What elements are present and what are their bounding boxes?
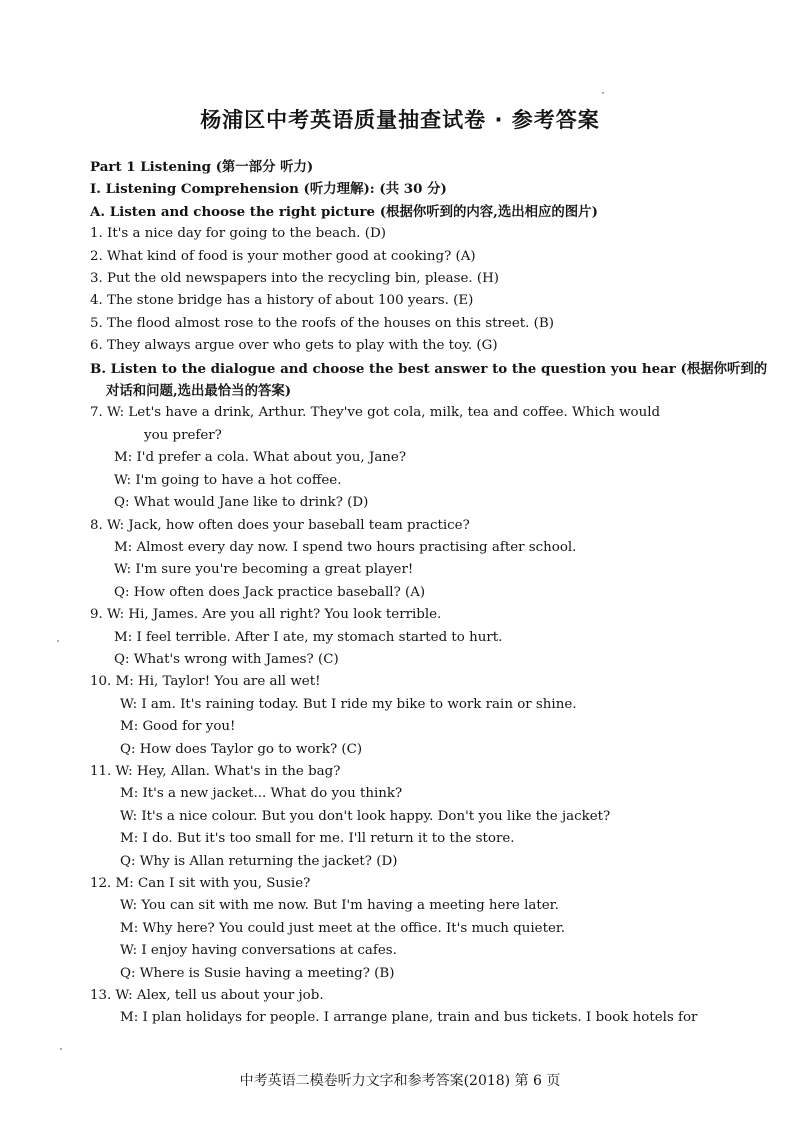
dialogue-line: 12. M: Can I sit with you, Susie? — [90, 876, 311, 891]
dialogue-line: W: It's a nice colour. But you don't look happy. Don't you like the jacket? — [120, 808, 611, 824]
list-item: 4. The stone bridge has a history of about 100 years. (E) — [90, 293, 474, 309]
section-heading-b: B. Listen to the dialogue and choose the best answer to the question you hear (根据你听到的 — [90, 360, 768, 377]
dialogue-line: W: I'm sure you're becoming a great player! — [114, 562, 414, 578]
dialogue-line: M: I plan holidays for people. I arrange plane, train and bus tickets. I book hotels for — [120, 1010, 698, 1026]
dialogue-line: M: I do. But it's too small for me. I'll return it to the store. — [120, 831, 515, 847]
dialogue-line: W: You can sit with me now. But I'm having a meeting here later. — [120, 898, 559, 914]
dialogue-line: M: It's a new jacket... What do you think? — [120, 786, 403, 802]
document-body — [90, 156, 768, 1030]
dialogue-line: M: I feel terrible. After I ate, my stomach started to hurt. — [114, 629, 503, 645]
scan-speck — [60, 1048, 62, 1050]
dialogue-line: 8. W: Jack, how often does your baseball team practice? — [90, 517, 470, 533]
dialogue-line-continued: you prefer? — [144, 427, 222, 443]
dialogue-question: Q: How often does Jack practice baseball? (A) — [114, 584, 426, 600]
part-heading: Part 1 Listening (第一部分 听力) — [90, 159, 314, 175]
list-item: 3. Put the old newspapers into the recycling bin, please. (H) — [90, 271, 500, 287]
dialogue-line: 13. W: Alex, tell us about your job. — [90, 988, 324, 1004]
scan-speck — [602, 92, 604, 94]
list-item: 5. The flood almost rose to the roofs of the houses on this street. (B) — [90, 315, 554, 331]
section-heading-a: A. Listen and choose the right picture (根据你听到的内容,选出相应的图片) — [90, 203, 598, 220]
dialogue-line: W: I am. It's raining today. But I ride my bike to work rain or shine. — [120, 696, 577, 712]
dialogue-question: Q: How does Taylor go to work? (C) — [120, 741, 363, 757]
dialogue-line: 7. W: Let's have a drink, Arthur. They've got cola, milk, tea and coffee. Which would — [90, 405, 661, 421]
dialogue-line: W: I enjoy having conversations at cafes. — [120, 943, 397, 959]
dialogue-line: W: I'm going to have a hot coffee. — [114, 472, 342, 488]
scan-speck — [57, 640, 59, 642]
section-heading-listening-comprehension: Ⅰ. Listening Comprehension (听力理解): (共 30 分) — [90, 181, 447, 198]
section-heading-b-continued: 对话和问题,选出最恰当的答案) — [106, 383, 292, 400]
dialogue-question: Q: What's wrong with James? (C) — [114, 651, 339, 667]
page-title: 杨浦区中考英语质量抽查试卷 · 参考答案 — [200, 108, 600, 132]
dialogue-line: 9. W: Hi, James. Are you all right? You look terrible. — [90, 607, 442, 623]
dialogue-line: 10. M: Hi, Taylor! You are all wet! — [90, 674, 321, 690]
dialogue-question: Q: What would Jane like to drink? (D) — [114, 495, 369, 511]
dialogue-line: M: Good for you! — [120, 719, 236, 735]
dialogue-question: Q: Why is Allan returning the jacket? (D) — [120, 853, 398, 869]
dialogue-line: 11. W: Hey, Allan. What's in the bag? — [90, 763, 341, 779]
dialogue-line: M: Almost every day now. I spend two hours practising after school. — [114, 539, 577, 555]
list-item: 2. What kind of food is your mother good at cooking? (A) — [90, 248, 476, 264]
dialogue-question: Q: Where is Susie having a meeting? (B) — [120, 965, 395, 981]
dialogue-line: M: I'd prefer a cola. What about you, Jane? — [114, 450, 407, 466]
page-footer: 中考英语二模卷听力文字和参考答案(2018) 第 6 页 — [239, 1073, 561, 1089]
dialogue-line: M: Why here? You could just meet at the office. It's much quieter. — [120, 920, 566, 936]
list-item: 1. It's a nice day for going to the beach. (D) — [90, 226, 386, 242]
list-item: 6. They always argue over who gets to play with the toy. (G) — [90, 338, 498, 354]
